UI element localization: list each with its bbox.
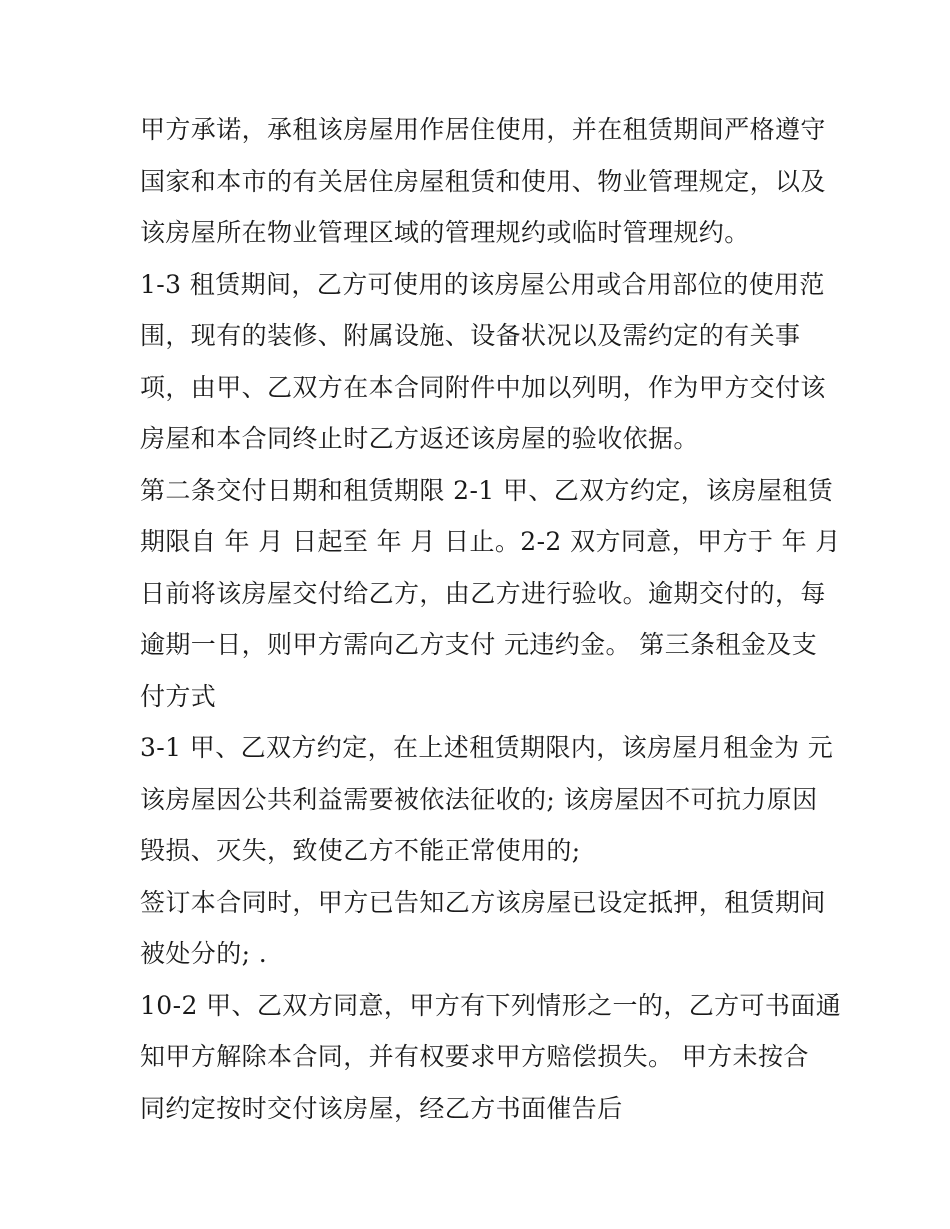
- text-line: 该房屋因公共利益需要被依法征收的; 该房屋因不可抗力原因: [140, 784, 818, 814]
- text-line: 期限自 年 月 日起至 年 月 日止。2-2 双方同意，甲方于 年 月: [140, 527, 841, 556]
- text-line: 该房屋所在物业管理区域的管理规约或临时管理规约。: [140, 218, 750, 247]
- text-line: 1-3 租赁期间，乙方可使用的该房屋公用或合用部位的使用范: [140, 269, 825, 299]
- text-line: 房屋和本合同终止时乙方返还该房屋的验收依据。: [140, 424, 699, 453]
- text-line: 甲方承诺，承租该房屋用作居住使用，并在租赁期间严格遵守: [140, 115, 826, 144]
- text-line: 围，现有的装修、附属设施、设备状况以及需约定的有关事: [140, 321, 801, 350]
- text-line: 3-1 甲、乙双方约定，在上述租赁期限内，该房屋月租金为 元: [140, 733, 834, 762]
- contract-text: [140, 104, 842, 1134]
- text-line: 付方式: [140, 681, 217, 711]
- text-line: 日前将该房屋交付给乙方，由乙方进行验收。逾期交付的，每: [140, 578, 826, 608]
- text-line: 第二条交付日期和租赁期限 2-1 甲、乙双方约定，该房屋租赁: [140, 475, 834, 505]
- text-line: 知甲方解除本合同，并有权要求甲方赔偿损失。 甲方未按合: [140, 1042, 809, 1071]
- text-line: 国家和本市的有关居住房屋租赁和使用、物业管理规定，以及: [140, 166, 826, 196]
- text-line: 逾期一日，则甲方需向乙方支付 元违约金。 第三条租金及支: [140, 630, 818, 659]
- text-line: 签订本合同时，甲方已告知乙方该房屋已设定抵押，租赁期间: [140, 887, 826, 917]
- text-line: 毁损、灭失，致使乙方不能正常使用的;: [140, 836, 581, 865]
- text-line: 同约定按时交付该房屋，经乙方书面催告后: [140, 1093, 623, 1123]
- text-line: 项，由甲、乙双方在本合同附件中加以列明，作为甲方交付该: [140, 372, 826, 402]
- text-line: 被处分的; .: [140, 939, 268, 968]
- text-line: 10-2 甲、乙双方同意，甲方有下列情形之一的，乙方可书面通: [140, 990, 842, 1020]
